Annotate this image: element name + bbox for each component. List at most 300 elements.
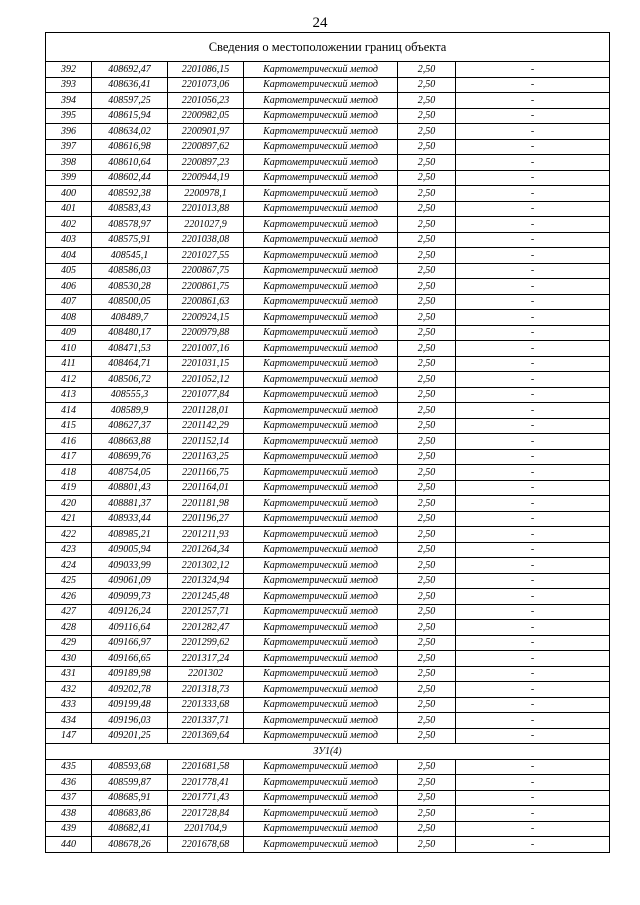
description-cell: - <box>456 558 610 574</box>
description-cell: - <box>456 728 610 744</box>
table-row <box>46 728 610 744</box>
x-coordinate-cell: 408616,98 <box>92 139 168 155</box>
method-cell: Картометрический метод <box>244 341 398 357</box>
table-row <box>46 108 610 124</box>
table-row <box>46 775 610 791</box>
point-number-cell: 440 <box>46 837 92 853</box>
table-row <box>46 821 610 837</box>
x-coordinate-cell: 408592,38 <box>92 186 168 202</box>
y-coordinate-cell: 2201181,98 <box>168 496 244 512</box>
accuracy-cell: 2,50 <box>398 418 456 434</box>
accuracy-cell: 2,50 <box>398 496 456 512</box>
method-cell: Картометрический метод <box>244 325 398 341</box>
accuracy-cell: 2,50 <box>398 139 456 155</box>
description-cell: - <box>456 341 610 357</box>
method-cell: Картометрический метод <box>244 139 398 155</box>
description-cell: - <box>456 527 610 543</box>
table-row <box>46 759 610 775</box>
x-coordinate-cell: 409201,25 <box>92 728 168 744</box>
method-cell: Картометрический метод <box>244 837 398 853</box>
y-coordinate-cell: 2201164,01 <box>168 480 244 496</box>
x-coordinate-cell: 409061,09 <box>92 573 168 589</box>
method-cell: Картометрический метод <box>244 155 398 171</box>
accuracy-cell: 2,50 <box>398 604 456 620</box>
description-cell: - <box>456 790 610 806</box>
x-coordinate-cell: 408602,44 <box>92 170 168 186</box>
table-row <box>46 434 610 450</box>
method-cell: Картометрический метод <box>244 93 398 109</box>
table-row <box>46 713 610 729</box>
y-coordinate-cell: 2201077,84 <box>168 387 244 403</box>
accuracy-cell: 2,50 <box>398 201 456 217</box>
point-number-cell: 416 <box>46 434 92 450</box>
point-number-cell: 418 <box>46 465 92 481</box>
accuracy-cell: 2,50 <box>398 666 456 682</box>
y-coordinate-cell: 2201128,01 <box>168 403 244 419</box>
x-coordinate-cell: 409189,98 <box>92 666 168 682</box>
x-coordinate-cell: 408678,26 <box>92 837 168 853</box>
x-coordinate-cell: 408683,86 <box>92 806 168 822</box>
table-row <box>46 279 610 295</box>
x-coordinate-cell: 408801,43 <box>92 480 168 496</box>
point-number-cell: 398 <box>46 155 92 171</box>
description-cell: - <box>456 263 610 279</box>
table-row <box>46 356 610 372</box>
accuracy-cell: 2,50 <box>398 620 456 636</box>
method-cell: Картометрический метод <box>244 496 398 512</box>
point-number-cell: 425 <box>46 573 92 589</box>
table-row <box>46 124 610 140</box>
y-coordinate-cell: 2201013,88 <box>168 201 244 217</box>
description-cell: - <box>456 511 610 527</box>
x-coordinate-cell: 408464,71 <box>92 356 168 372</box>
x-coordinate-cell: 408575,91 <box>92 232 168 248</box>
description-cell: - <box>456 217 610 233</box>
accuracy-cell: 2,50 <box>398 403 456 419</box>
table-row <box>46 201 610 217</box>
method-cell: Картометрический метод <box>244 403 398 419</box>
method-cell: Картометрический метод <box>244 387 398 403</box>
x-coordinate-cell: 408881,37 <box>92 496 168 512</box>
x-coordinate-cell: 409126,24 <box>92 604 168 620</box>
accuracy-cell: 2,50 <box>398 837 456 853</box>
x-coordinate-cell: 409199,48 <box>92 697 168 713</box>
x-coordinate-cell: 408692,47 <box>92 62 168 78</box>
point-number-cell: 438 <box>46 806 92 822</box>
y-coordinate-cell: 2201704,9 <box>168 821 244 837</box>
point-number-cell: 392 <box>46 62 92 78</box>
point-number-cell: 420 <box>46 496 92 512</box>
table-row <box>46 620 610 636</box>
method-cell: Картометрический метод <box>244 480 398 496</box>
y-coordinate-cell: 2201196,27 <box>168 511 244 527</box>
y-coordinate-cell: 2201333,68 <box>168 697 244 713</box>
x-coordinate-cell: 408754,05 <box>92 465 168 481</box>
description-cell: - <box>456 682 610 698</box>
description-cell: - <box>456 713 610 729</box>
description-cell: - <box>456 573 610 589</box>
point-number-cell: 414 <box>46 403 92 419</box>
method-cell: Картометрический метод <box>244 527 398 543</box>
accuracy-cell: 2,50 <box>398 449 456 465</box>
accuracy-cell: 2,50 <box>398 248 456 264</box>
method-cell: Картометрический метод <box>244 542 398 558</box>
description-cell: - <box>456 697 610 713</box>
table-row <box>46 77 610 93</box>
table-row <box>46 573 610 589</box>
method-cell: Картометрический метод <box>244 713 398 729</box>
description-cell: - <box>456 248 610 264</box>
x-coordinate-cell: 408589,9 <box>92 403 168 419</box>
point-number-cell: 426 <box>46 589 92 605</box>
accuracy-cell: 2,50 <box>398 62 456 78</box>
description-cell: - <box>456 170 610 186</box>
x-coordinate-cell: 408583,43 <box>92 201 168 217</box>
y-coordinate-cell: 2201324,94 <box>168 573 244 589</box>
description-cell: - <box>456 62 610 78</box>
point-number-cell: 437 <box>46 790 92 806</box>
table-row <box>46 666 610 682</box>
method-cell: Картометрический метод <box>244 263 398 279</box>
method-cell: Картометрический метод <box>244 201 398 217</box>
y-coordinate-cell: 2200897,62 <box>168 139 244 155</box>
accuracy-cell: 2,50 <box>398 93 456 109</box>
point-number-cell: 396 <box>46 124 92 140</box>
accuracy-cell: 2,50 <box>398 124 456 140</box>
y-coordinate-cell: 2201282,47 <box>168 620 244 636</box>
method-cell: Картометрический метод <box>244 775 398 791</box>
y-coordinate-cell: 2200861,63 <box>168 294 244 310</box>
method-cell: Картометрический метод <box>244 666 398 682</box>
x-coordinate-cell: 409116,64 <box>92 620 168 636</box>
table-row <box>46 604 610 620</box>
accuracy-cell: 2,50 <box>398 155 456 171</box>
x-coordinate-cell: 408530,28 <box>92 279 168 295</box>
method-cell: Картометрический метод <box>244 821 398 837</box>
y-coordinate-cell: 2201245,48 <box>168 589 244 605</box>
accuracy-cell: 2,50 <box>398 542 456 558</box>
y-coordinate-cell: 2200979,88 <box>168 325 244 341</box>
description-cell: - <box>456 310 610 326</box>
point-number-cell: 422 <box>46 527 92 543</box>
description-cell: - <box>456 542 610 558</box>
description-cell: - <box>456 666 610 682</box>
description-cell: - <box>456 387 610 403</box>
x-coordinate-cell: 408610,64 <box>92 155 168 171</box>
accuracy-cell: 2,50 <box>398 77 456 93</box>
accuracy-cell: 2,50 <box>398 387 456 403</box>
point-number-cell: 417 <box>46 449 92 465</box>
accuracy-cell: 2,50 <box>398 279 456 295</box>
table-row <box>46 697 610 713</box>
y-coordinate-cell: 2201073,06 <box>168 77 244 93</box>
table-row <box>46 155 610 171</box>
point-number-cell: 397 <box>46 139 92 155</box>
method-cell: Картометрический метод <box>244 217 398 233</box>
x-coordinate-cell: 408555,3 <box>92 387 168 403</box>
table-row <box>46 635 610 651</box>
method-cell: Картометрический метод <box>244 682 398 698</box>
table-row <box>46 186 610 202</box>
description-cell: - <box>456 589 610 605</box>
description-cell: - <box>456 465 610 481</box>
table-row <box>46 217 610 233</box>
table-row <box>46 480 610 496</box>
accuracy-cell: 2,50 <box>398 465 456 481</box>
y-coordinate-cell: 2201163,25 <box>168 449 244 465</box>
table-title: Сведения о местоположении границ объекта <box>46 33 610 62</box>
accuracy-cell: 2,50 <box>398 821 456 837</box>
description-cell: - <box>456 434 610 450</box>
method-cell: Картометрический метод <box>244 77 398 93</box>
description-cell: - <box>456 124 610 140</box>
x-coordinate-cell: 408615,94 <box>92 108 168 124</box>
point-number-cell: 419 <box>46 480 92 496</box>
table-row <box>46 248 610 264</box>
accuracy-cell: 2,50 <box>398 263 456 279</box>
accuracy-cell: 2,50 <box>398 573 456 589</box>
point-number-cell: 401 <box>46 201 92 217</box>
accuracy-cell: 2,50 <box>398 310 456 326</box>
description-cell: - <box>456 821 610 837</box>
point-number-cell: 399 <box>46 170 92 186</box>
accuracy-cell: 2,50 <box>398 713 456 729</box>
method-cell: Картометрический метод <box>244 170 398 186</box>
y-coordinate-cell: 2201681,58 <box>168 759 244 775</box>
accuracy-cell: 2,50 <box>398 651 456 667</box>
point-number-cell: 434 <box>46 713 92 729</box>
page-number: 24 <box>312 15 328 31</box>
accuracy-cell: 2,50 <box>398 558 456 574</box>
point-number-cell: 439 <box>46 821 92 837</box>
table-row <box>46 449 610 465</box>
x-coordinate-cell: 408985,21 <box>92 527 168 543</box>
y-coordinate-cell: 2201056,23 <box>168 93 244 109</box>
x-coordinate-cell: 409166,65 <box>92 651 168 667</box>
accuracy-cell: 2,50 <box>398 728 456 744</box>
y-coordinate-cell: 2201337,71 <box>168 713 244 729</box>
accuracy-cell: 2,50 <box>398 790 456 806</box>
table-row <box>46 403 610 419</box>
x-coordinate-cell: 408500,05 <box>92 294 168 310</box>
x-coordinate-cell: 408489,7 <box>92 310 168 326</box>
method-cell: Картометрический метод <box>244 294 398 310</box>
method-cell: Картометрический метод <box>244 589 398 605</box>
y-coordinate-cell: 2201038,08 <box>168 232 244 248</box>
table-row <box>46 341 610 357</box>
x-coordinate-cell: 408597,25 <box>92 93 168 109</box>
table-row <box>46 310 610 326</box>
table-row <box>46 465 610 481</box>
accuracy-cell: 2,50 <box>398 480 456 496</box>
x-coordinate-cell: 408663,88 <box>92 434 168 450</box>
y-coordinate-cell: 2201152,14 <box>168 434 244 450</box>
description-cell: - <box>456 155 610 171</box>
table-row <box>46 372 610 388</box>
point-number-cell: 435 <box>46 759 92 775</box>
method-cell: Картометрический метод <box>244 759 398 775</box>
x-coordinate-cell: 408699,76 <box>92 449 168 465</box>
point-number-cell: 411 <box>46 356 92 372</box>
point-number-cell: 407 <box>46 294 92 310</box>
point-number-cell: 410 <box>46 341 92 357</box>
y-coordinate-cell: 2201166,75 <box>168 465 244 481</box>
description-cell: - <box>456 620 610 636</box>
y-coordinate-cell: 2200944,19 <box>168 170 244 186</box>
accuracy-cell: 2,50 <box>398 325 456 341</box>
accuracy-cell: 2,50 <box>398 527 456 543</box>
point-number-cell: 412 <box>46 372 92 388</box>
table-row <box>46 651 610 667</box>
x-coordinate-cell: 408506,72 <box>92 372 168 388</box>
point-number-cell: 430 <box>46 651 92 667</box>
description-cell: - <box>456 449 610 465</box>
y-coordinate-cell: 2201778,41 <box>168 775 244 791</box>
table-row <box>46 232 610 248</box>
y-coordinate-cell: 2201678,68 <box>168 837 244 853</box>
x-coordinate-cell: 408578,97 <box>92 217 168 233</box>
table-row <box>46 263 610 279</box>
point-number-cell: 415 <box>46 418 92 434</box>
y-coordinate-cell: 2201317,24 <box>168 651 244 667</box>
x-coordinate-cell: 409202,78 <box>92 682 168 698</box>
y-coordinate-cell: 2200924,15 <box>168 310 244 326</box>
table-row <box>46 93 610 109</box>
accuracy-cell: 2,50 <box>398 372 456 388</box>
method-cell: Картометрический метод <box>244 511 398 527</box>
accuracy-cell: 2,50 <box>398 635 456 651</box>
point-number-cell: 402 <box>46 217 92 233</box>
y-coordinate-cell: 2201728,84 <box>168 806 244 822</box>
table-row <box>46 387 610 403</box>
point-number-cell: 147 <box>46 728 92 744</box>
description-cell: - <box>456 186 610 202</box>
x-coordinate-cell: 408634,02 <box>92 124 168 140</box>
description-cell: - <box>456 201 610 217</box>
method-cell: Картометрический метод <box>244 635 398 651</box>
accuracy-cell: 2,50 <box>398 170 456 186</box>
description-cell: - <box>456 356 610 372</box>
description-cell: - <box>456 93 610 109</box>
table-row <box>46 542 610 558</box>
table-row <box>46 511 610 527</box>
y-coordinate-cell: 2201027,9 <box>168 217 244 233</box>
description-cell: - <box>456 139 610 155</box>
y-coordinate-cell: 2201302,12 <box>168 558 244 574</box>
method-cell: Картометрический метод <box>244 573 398 589</box>
accuracy-cell: 2,50 <box>398 682 456 698</box>
accuracy-cell: 2,50 <box>398 806 456 822</box>
point-number-cell: 423 <box>46 542 92 558</box>
y-coordinate-cell: 2200861,75 <box>168 279 244 295</box>
accuracy-cell: 2,50 <box>398 589 456 605</box>
table-row <box>46 527 610 543</box>
point-number-cell: 428 <box>46 620 92 636</box>
y-coordinate-cell: 2201299,62 <box>168 635 244 651</box>
point-number-cell: 424 <box>46 558 92 574</box>
point-number-cell: 427 <box>46 604 92 620</box>
y-coordinate-cell: 2200901,97 <box>168 124 244 140</box>
method-cell: Картометрический метод <box>244 604 398 620</box>
description-cell: - <box>456 108 610 124</box>
x-coordinate-cell: 409005,94 <box>92 542 168 558</box>
method-cell: Картометрический метод <box>244 62 398 78</box>
table-row <box>46 170 610 186</box>
point-number-cell: 404 <box>46 248 92 264</box>
y-coordinate-cell: 2201264,34 <box>168 542 244 558</box>
point-number-cell: 403 <box>46 232 92 248</box>
accuracy-cell: 2,50 <box>398 511 456 527</box>
accuracy-cell: 2,50 <box>398 775 456 791</box>
method-cell: Картометрический метод <box>244 108 398 124</box>
description-cell: - <box>456 759 610 775</box>
method-cell: Картометрический метод <box>244 806 398 822</box>
point-number-cell: 433 <box>46 697 92 713</box>
x-coordinate-cell: 408599,87 <box>92 775 168 791</box>
y-coordinate-cell: 2201027,55 <box>168 248 244 264</box>
method-cell: Картометрический метод <box>244 697 398 713</box>
table-row <box>46 806 610 822</box>
x-coordinate-cell: 408586,03 <box>92 263 168 279</box>
point-number-cell: 400 <box>46 186 92 202</box>
description-cell: - <box>456 325 610 341</box>
x-coordinate-cell: 409033,99 <box>92 558 168 574</box>
description-cell: - <box>456 403 610 419</box>
table-title-row <box>46 33 610 62</box>
method-cell: Картометрический метод <box>244 651 398 667</box>
accuracy-cell: 2,50 <box>398 294 456 310</box>
point-number-cell: 421 <box>46 511 92 527</box>
point-number-cell: 432 <box>46 682 92 698</box>
point-number-cell: 393 <box>46 77 92 93</box>
table-row <box>46 790 610 806</box>
description-cell: - <box>456 635 610 651</box>
accuracy-cell: 2,50 <box>398 759 456 775</box>
accuracy-cell: 2,50 <box>398 341 456 357</box>
method-cell: Картометрический метод <box>244 372 398 388</box>
method-cell: Картометрический метод <box>244 279 398 295</box>
description-cell: - <box>456 604 610 620</box>
point-number-cell: 395 <box>46 108 92 124</box>
point-number-cell: 406 <box>46 279 92 295</box>
table-row <box>46 837 610 853</box>
method-cell: Картометрический метод <box>244 124 398 140</box>
y-coordinate-cell: 2201369,64 <box>168 728 244 744</box>
x-coordinate-cell: 409166,97 <box>92 635 168 651</box>
table-row <box>46 418 610 434</box>
description-cell: - <box>456 806 610 822</box>
accuracy-cell: 2,50 <box>398 697 456 713</box>
y-coordinate-cell: 2201302 <box>168 666 244 682</box>
table-row <box>46 682 610 698</box>
point-number-cell: 431 <box>46 666 92 682</box>
boundary-coordinates-table <box>45 32 610 853</box>
table-row <box>46 558 610 574</box>
description-cell: - <box>456 372 610 388</box>
method-cell: Картометрический метод <box>244 310 398 326</box>
x-coordinate-cell: 409196,03 <box>92 713 168 729</box>
method-cell: Картометрический метод <box>244 465 398 481</box>
table-row <box>46 325 610 341</box>
accuracy-cell: 2,50 <box>398 186 456 202</box>
accuracy-cell: 2,50 <box>398 232 456 248</box>
point-number-cell: 429 <box>46 635 92 651</box>
method-cell: Картометрический метод <box>244 434 398 450</box>
description-cell: - <box>456 480 610 496</box>
x-coordinate-cell: 408627,37 <box>92 418 168 434</box>
y-coordinate-cell: 2200867,75 <box>168 263 244 279</box>
method-cell: Картометрический метод <box>244 418 398 434</box>
